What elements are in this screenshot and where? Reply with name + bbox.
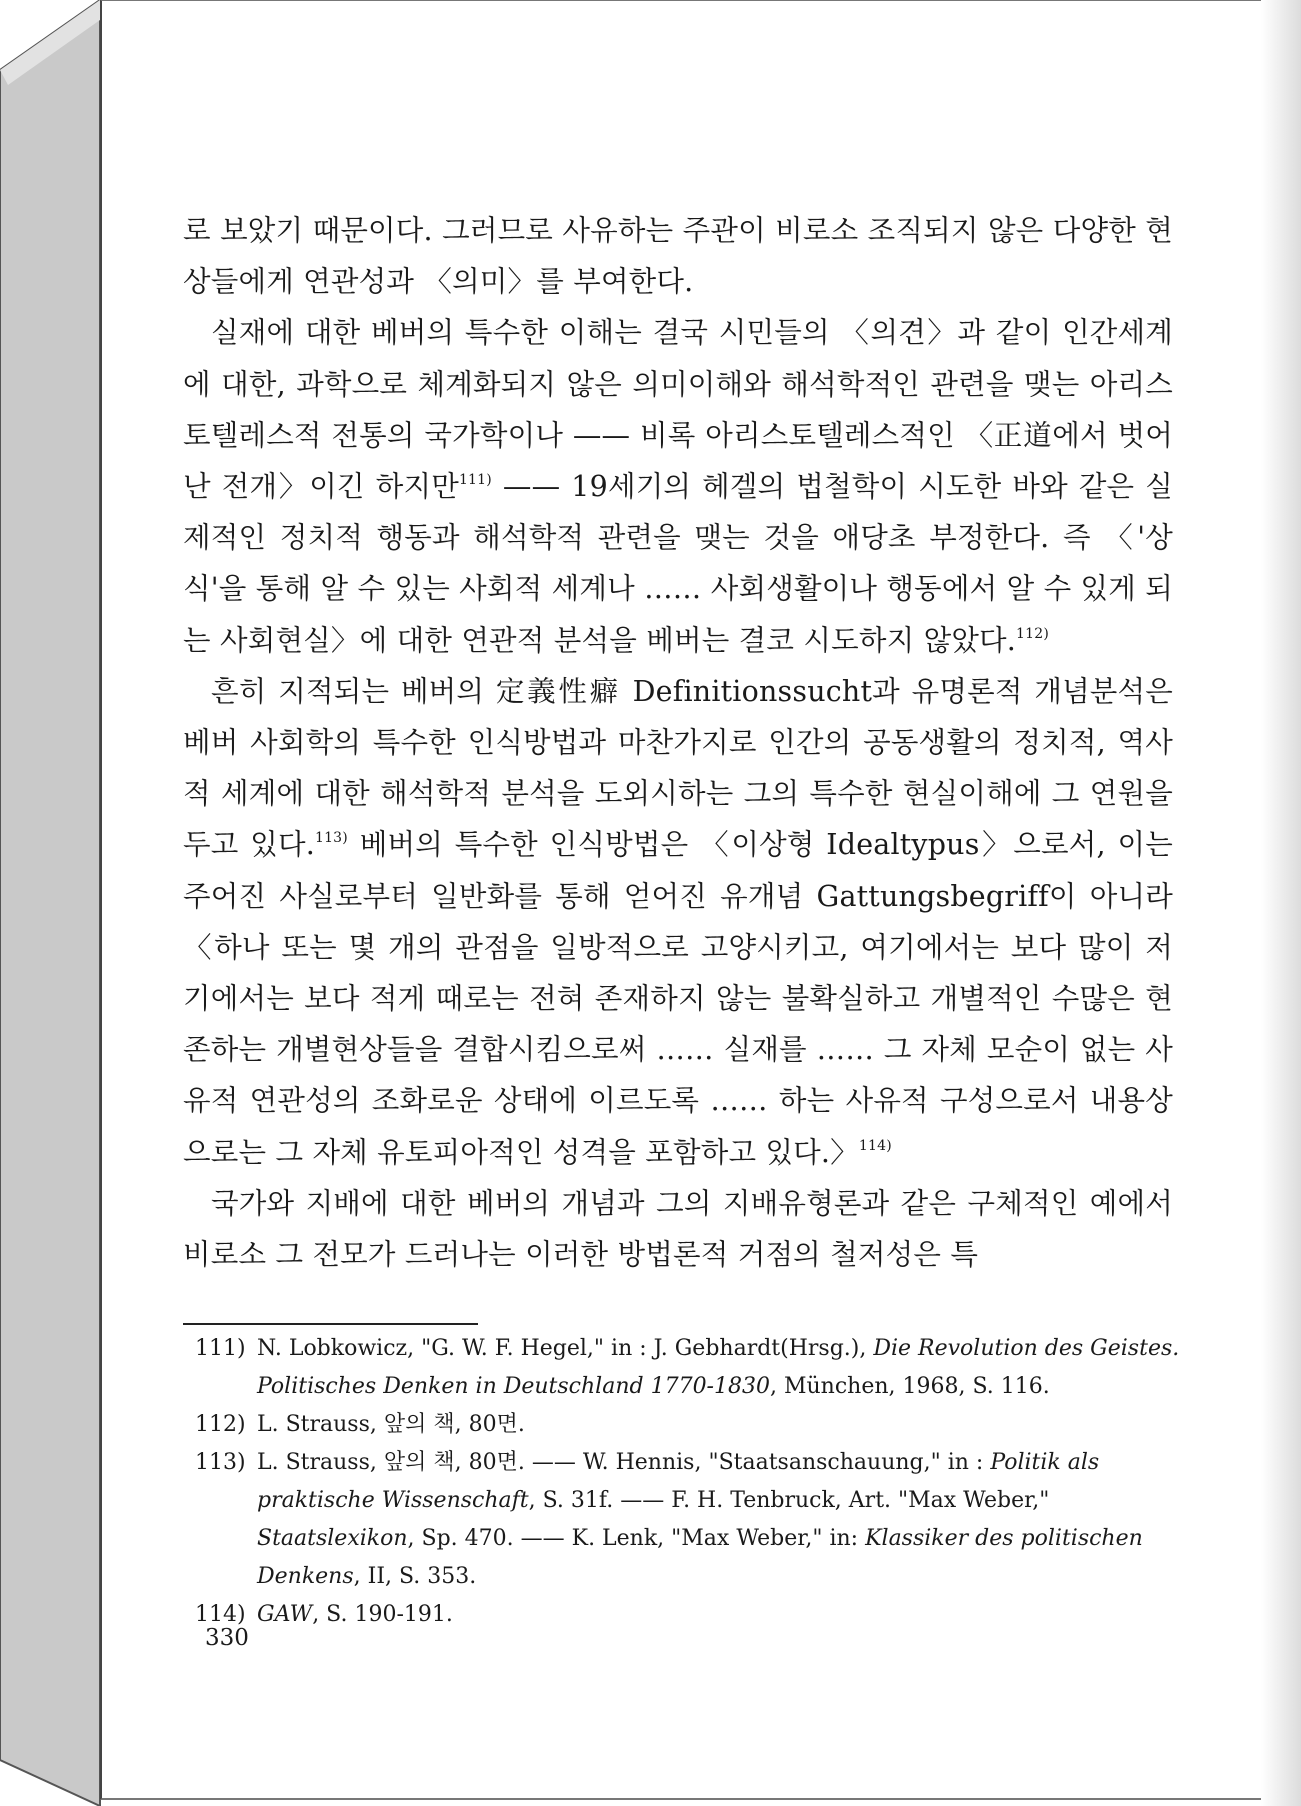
body-paragraph: [183, 205, 1173, 307]
text-run: , Sp. 470. —— K. Lenk, "Max Weber," in:: [407, 1526, 866, 1551]
text-run: 흔히 지적되는 베버의 定義性癖 Definitionssucht과 유명론적 개념분석은 베버 사회학의 특수한 인식방법과 마찬가지로 인간의 공동생활의 정치적, 역사적 세계에 대한 해석학적 분석을 도외시하는 그의 특수한 현실이해에 그 연원을 두고 있다.: [183, 674, 1173, 862]
footnotes: [195, 1330, 1180, 1634]
text-run: , S. 190-191.: [312, 1602, 453, 1627]
italic-title: Die Revolution des Geistes. Politisches Denken in Deutschland 1770-1830: [257, 1336, 1180, 1399]
footnote-number: 113): [195, 1450, 246, 1475]
page-number: 330: [205, 1625, 249, 1651]
body-paragraph: [183, 307, 1173, 665]
text-run: , München, 1968, S. 116.: [769, 1374, 1050, 1399]
footnote: [195, 1596, 1180, 1634]
text-run: —— 19세기의 헤겔의 법철학이 시도한 바와 같은 실제적인 정치적 행동과 해석학적 관련을 맺는 것을 애당초 부정한다. 즉 〈'상식'을 통해 알 수 있는 사회적 세계나 …… 사회생활이나 행동에서 알 수 있게 되는 사회현실〉에 대한 연관적 분석을 베버는 결코 시도하지 않았다.: [183, 470, 1174, 657]
body-paragraph: [183, 1178, 1173, 1280]
text-run: , II, S. 353.: [353, 1564, 477, 1589]
footnote-number: 111): [195, 1336, 246, 1361]
italic-title: Politik als praktische Wissenschaft: [257, 1450, 1100, 1513]
text-run: L. Strauss, 앞의 책, 80면. —— W. Hennis, "Staatsanschauung," in :: [257, 1450, 991, 1475]
footnote: [195, 1406, 1180, 1444]
italic-title: GAW: [257, 1602, 313, 1627]
footnote-number: 114): [195, 1602, 246, 1627]
text-run: L. Strauss, 앞의 책, 80면.: [257, 1412, 525, 1437]
text-run: 로 보았기 때문이다. 그러므로 사유하는 주관이 비로소 조직되지 않은 다양한 현상들에게 연관성과 〈의미〉를 부여한다.: [183, 214, 1173, 299]
text-run: 베버의 특수한 인식방법은 〈이상형 Idealtypus〉으로서, 이는 주어진 사실로부터 일반화를 통해 얻어진 유개념 Gattungsbegriff이 아니라 〈하나 또는 몇 개의 관점을 일방적으로 고양시키고, 여기에서는 보다 많이 저기에서는 보다 적게 때로는 전혀 존재하지 않는 불확실하고 개별적인 수많은 현존하는 개별현상들을 결합시킴으로써 …… 실재를 …… 그 자체 모순이 없는 사유적 연관성의 조화로운 상태에 이르도록 …… 하는 사유적 구성으로서 내용상으로는 그 자체 유토피아적인 성격을 포함하고 있다.〉: [183, 828, 1173, 1169]
text-run: 국가와 지배에 대한 베버의 개념과 그의 지배유형론과 같은 구체적인 예에서 비로소 그 전모가 드러나는 이러한 방법론적 거점의 철저성은 특: [183, 1186, 1173, 1272]
italic-title: Klassiker des politischen Denkens: [257, 1526, 1143, 1589]
footnote: [195, 1330, 1180, 1406]
book-spine: [0, 0, 110, 1806]
footnote: [195, 1444, 1180, 1596]
text-run: 실재에 대한 베버의 특수한 이해는 결국 시민들의 〈의견〉과 같이 인간세계에 대한, 과학으로 체계화되지 않은 의미이해와 해석학적인 관련을 맺는 아리스토텔레스적 전통의 국가학이나 —— 비록 아리스토텔레스적인 〈正道에서 벗어난 전개〉이긴 하지만: [183, 316, 1173, 504]
book-spine-shape: [0, 0, 110, 1806]
italic-title: Staatslexikon: [257, 1526, 408, 1551]
body-paragraph: [183, 666, 1173, 1178]
footnote-ref: 114): [858, 1137, 892, 1154]
footnote-ref: 111): [458, 472, 492, 489]
body-text: [183, 205, 1173, 1280]
page-edge-shadow: [1261, 0, 1301, 1806]
text-run: N. Lobkowicz, "G. W. F. Hegel," in : J. Gebhardt(Hrsg.),: [257, 1336, 874, 1361]
footnote-number: 112): [195, 1412, 246, 1437]
footnote-ref: 112): [1016, 625, 1050, 642]
text-run: , S. 31f. —— F. H. Tenbruck, Art. "Max Weber,": [528, 1488, 1050, 1513]
footnote-ref: 113): [314, 830, 348, 847]
footnote-rule: [183, 1323, 478, 1325]
